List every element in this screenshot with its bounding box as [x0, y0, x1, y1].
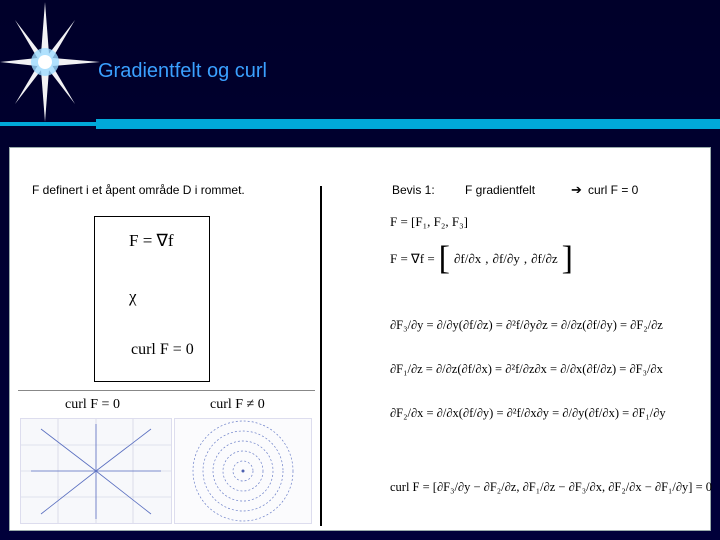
box-curl-eq: curl F = 0: [131, 341, 194, 358]
curl-zero-label: curl F = 0: [65, 397, 120, 412]
irrotational-field-image: [20, 418, 172, 524]
mixed-partial-eq-3: [390, 406, 666, 421]
gradient-definition-eq: F = ∇f = [ ∂f/∂x , ∂f/∂y , ∂f/∂z ]: [390, 240, 573, 277]
curl-result-eq: [390, 480, 712, 495]
intro-label: F definert i et åpent område D i rommet.: [32, 183, 245, 197]
mixed-partial-eq-1: [390, 318, 663, 333]
box-gradient-eq: F = ∇f: [129, 231, 174, 250]
row2-term-z: ∂f/∂z: [531, 251, 558, 266]
gradient-statement: F gradientfelt: [465, 183, 536, 197]
implies-arrow-icon: ➔: [571, 182, 582, 197]
intro-text: [32, 183, 245, 197]
equivalence-box: [94, 216, 210, 382]
row2-bracket-open: [: [438, 240, 450, 277]
title-rule: [96, 119, 720, 129]
curl-nonzero-label: curl F ≠ 0: [210, 397, 265, 412]
row1-text: F = [F₁, F₂, F₃]: [390, 214, 469, 229]
curl-statement: curl F = 0: [588, 183, 639, 197]
row2-lhs: F = ∇f =: [390, 251, 435, 266]
starburst-logo: [0, 0, 100, 130]
row4-text: ∂F₁/∂z = ∂/∂z(∂f/∂x) = ∂²f/∂z∂x = ∂/∂x(∂f/∂z) = ∂F₃/∂x: [390, 362, 663, 376]
center-divider: [320, 186, 322, 526]
mixed-partial-eq-2: [390, 362, 663, 377]
row2-bracket-close: ]: [561, 240, 573, 277]
row2-term-y: ∂f/∂y: [492, 251, 520, 266]
row2-term-x: ∂f/∂x: [454, 251, 482, 266]
slide-title: Gradientfelt og curl: [98, 60, 267, 82]
row6-text: curl F = [∂F₃/∂y − ∂F₂/∂z, ∂F₁/∂z − ∂F₃/∂x, ∂F₂/∂x − ∂F₁/∂y] = 0: [390, 480, 712, 494]
content-panel: [9, 147, 711, 531]
swirl-field-plot: [175, 419, 311, 523]
row5-text: ∂F₂/∂x = ∂/∂x(∂f/∂y) = ∂²f/∂x∂y = ∂/∂y(∂f/∂x) = ∂F₁/∂y: [390, 406, 666, 420]
box-symbol: χ: [129, 287, 137, 306]
row3-text: ∂F₃/∂y = ∂/∂y(∂f/∂z) = ∂²f/∂y∂z = ∂/∂z(∂f/∂y) = ∂F₂/∂z: [390, 318, 663, 332]
radial-field-plot: [21, 419, 171, 523]
title-rule-left: [0, 122, 96, 126]
bevis-label: Bevis 1:: [392, 183, 435, 197]
left-divider: [18, 390, 315, 391]
rotational-field-image: [174, 418, 312, 524]
vector-components-eq: [390, 214, 468, 230]
